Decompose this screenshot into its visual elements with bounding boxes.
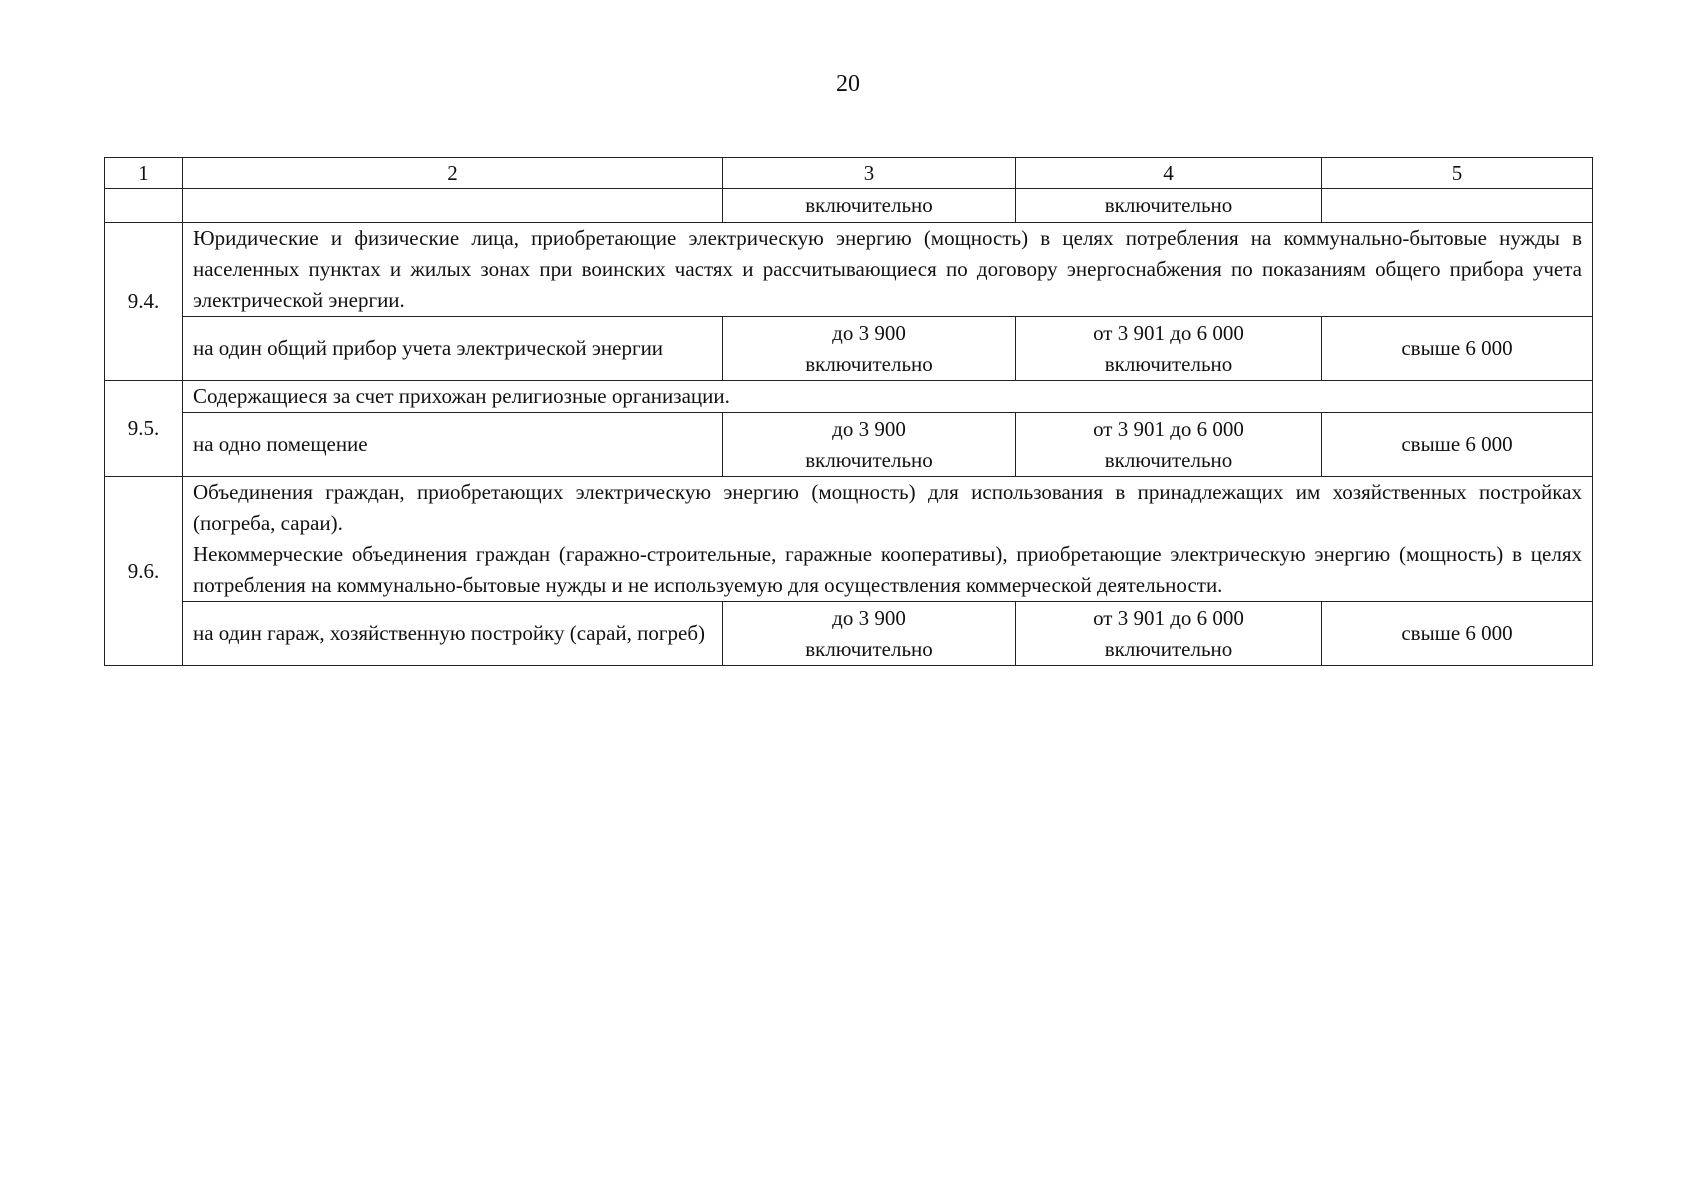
empty-cell xyxy=(183,189,723,223)
range-mid: от 3 901 до 6 000 включительно xyxy=(1016,413,1322,477)
description-paragraph: Юридические и физические лица, приобретающие электрическую энергию (мощность) в целях потребления на коммунально-бытовые нужды в населенных пунктах и жилых зонах при воинских частях и рассчитывающиеся по договору энергоснабжения по показаниям общего прибора учета электрической энергии. xyxy=(193,226,1582,312)
header-cell: 4 xyxy=(1016,158,1322,189)
description-paragraph: Некоммерческие объединения граждан (гаражно-строительные, гаражные кооперативы), приобретающие электрическую энергию (мощность) в целях потребления на коммунально-бытовые нужды и не используемую для осуществления коммерческой деятельности. xyxy=(193,542,1582,597)
table-subrow xyxy=(105,317,1593,381)
sub-label: на один гараж, хозяйственную постройку (сарай, погреб) xyxy=(183,602,723,666)
range-high: свыше 6 000 xyxy=(1322,413,1593,477)
cont-cell-4: включительно xyxy=(1016,189,1322,223)
header-cell: 1 xyxy=(105,158,183,189)
table-subrow xyxy=(105,602,1593,666)
tariff-table xyxy=(104,157,1593,666)
sub-label: на одно помещение xyxy=(183,413,723,477)
table-row xyxy=(105,477,1593,602)
row-number: 9.6. xyxy=(105,477,183,666)
page-number: 20 xyxy=(836,71,860,97)
header-cell: 3 xyxy=(723,158,1016,189)
range-low: до 3 900 включительно xyxy=(723,317,1016,381)
header-cell: 5 xyxy=(1322,158,1593,189)
row-description xyxy=(183,223,1593,317)
header-cell: 2 xyxy=(183,158,723,189)
description-paragraph: Содержащиеся за счет прихожан религиозные организации. xyxy=(193,384,730,408)
cont-cell-3: включительно xyxy=(723,189,1016,223)
range-low: до 3 900 включительно xyxy=(723,413,1016,477)
row-number: 9.5. xyxy=(105,381,183,477)
range-high: свыше 6 000 xyxy=(1322,602,1593,666)
empty-cell xyxy=(1322,189,1593,223)
continuation-row xyxy=(105,189,1593,223)
row-description xyxy=(183,477,1593,602)
empty-cell xyxy=(105,189,183,223)
header-row xyxy=(105,158,1593,189)
range-mid: от 3 901 до 6 000 включительно xyxy=(1016,602,1322,666)
table-row xyxy=(105,381,1593,413)
range-mid: от 3 901 до 6 000 включительно xyxy=(1016,317,1322,381)
range-low: до 3 900 включительно xyxy=(723,602,1016,666)
row-description xyxy=(183,381,1593,413)
description-paragraph: Объединения граждан, приобретающих электрическую энергию (мощность) для использования в принадлежащих им хозяйственных постройках (погреба, сараи). xyxy=(193,480,1582,535)
range-high: свыше 6 000 xyxy=(1322,317,1593,381)
table-subrow xyxy=(105,413,1593,477)
row-number: 9.4. xyxy=(105,223,183,381)
table-row xyxy=(105,223,1593,317)
sub-label: на один общий прибор учета электрической энергии xyxy=(183,317,723,381)
